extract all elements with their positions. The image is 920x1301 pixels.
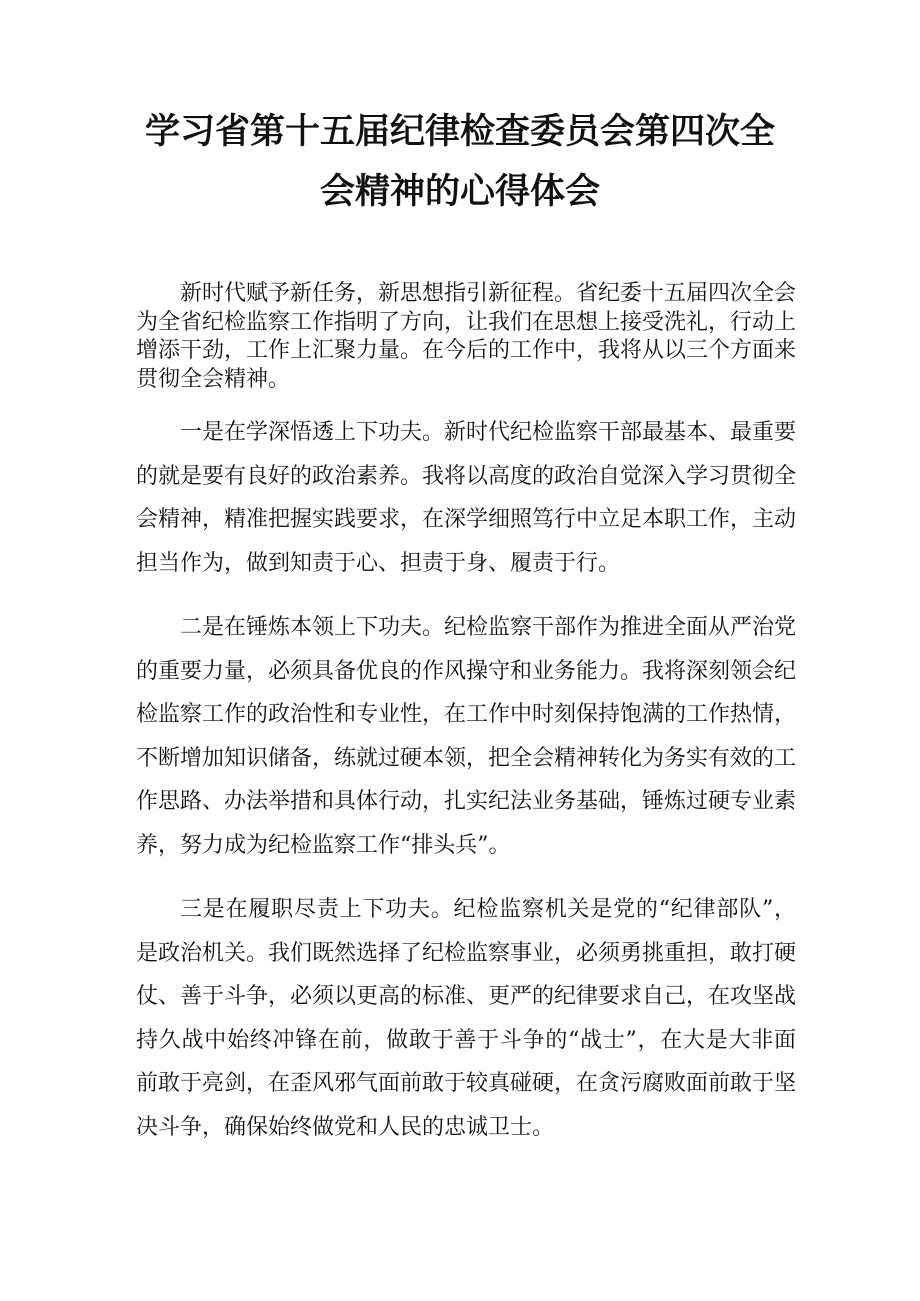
paragraph-text: 一是在学深悟透上下功夫。新时代纪检监察干部最基本、最重要的就是要有良好的政治素养。我将以高度的政治自觉深入学习贯彻全会精神，精准把握实践要求，在深学细照笃行中立足本职工作，主动担当作为，做到知责于心、担责于身、履责于行。	[136, 420, 797, 576]
paragraph-point-two	[136, 606, 796, 867]
paragraph-intro	[136, 280, 796, 394]
document-title-line-2: 会精神的心得体会	[319, 172, 600, 212]
paragraph-point-three	[136, 888, 796, 1149]
paragraph-text: 三是在履职尽责上下功夫。纪检监察机关是党的“纪律部队”，是政治机关。我们既然选择了纪检监察事业，必须勇挑重担，敢打硬仗、善于斗争，必须以更高的标准、更严的纪律要求自己，在攻坚战持久战中始终冲锋在前，做敢于善于斗争的“战士”，在大是大非面前敢于亮剑，在歪风邪气面前敢于较真碰硬，在贪污腐败面前敢于坚决斗争，确保始终做党和人民的忠诚卫士。	[136, 897, 797, 1140]
paragraph-point-one	[136, 411, 796, 585]
paragraph-text: 新时代赋予新任务，新思想指引新征程。省纪委十五届四次全会为全省纪检监察工作指明了方向，让我们在思想上接受洗礼，行动上增添干劲，工作上汇聚力量。在今后的工作中，我将从以三个方面来贯彻全会精神。	[136, 281, 797, 392]
paragraph-text: 二是在锤炼本领上下功夫。纪检监察干部作为推进全面从严治党的重要力量，必须具备优良的作风操守和业务能力。我将深刻领会纪检监察工作的政治性和专业性，在工作中时刻保持饱满的工作热情，不断增加知识储备，练就过硬本领，把全会精神转化为务实有效的工作思路、办法举措和具体行动，扎实纪法业务基础，锤炼过硬专业素养，努力成为纪检监察工作“排头兵”。	[136, 615, 797, 858]
document-title-line-1: 学习省第十五届纪律检查委员会第四次全	[144, 112, 775, 152]
